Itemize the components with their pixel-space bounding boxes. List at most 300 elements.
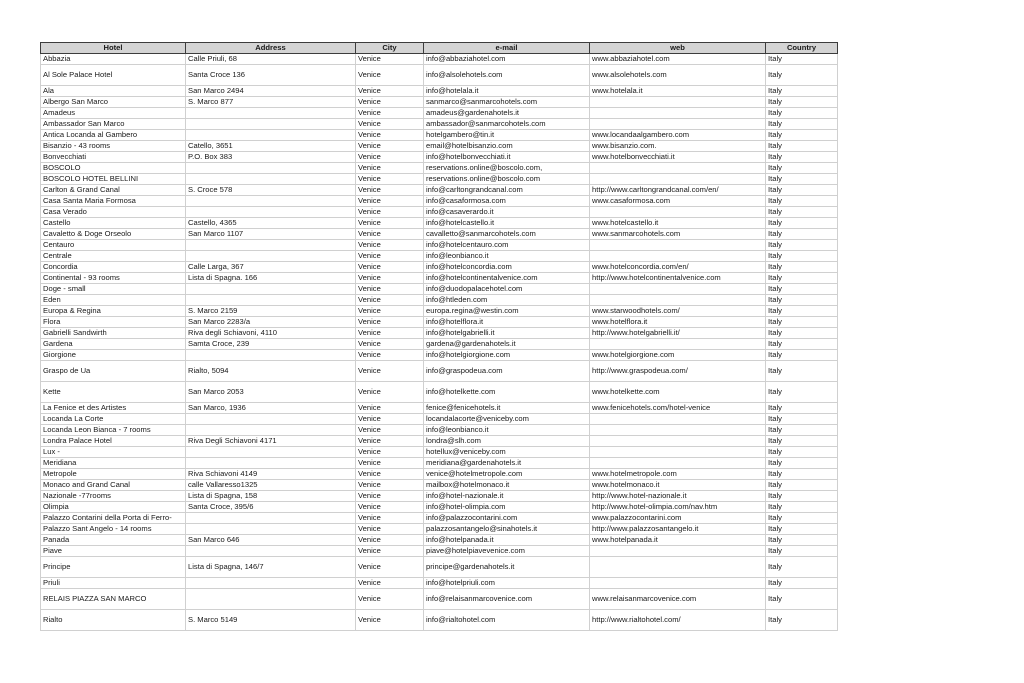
hotel-cell[interactable]: BOSCOLO: [41, 163, 186, 174]
country-cell[interactable]: Italy: [766, 295, 838, 306]
address-cell[interactable]: [186, 196, 356, 207]
city-cell[interactable]: Venice: [356, 480, 424, 491]
address-cell[interactable]: [186, 108, 356, 119]
hotel-cell[interactable]: Olimpia: [41, 502, 186, 513]
email-cell[interactable]: principe@gardenahotels.it: [424, 557, 590, 578]
hotel-cell[interactable]: Monaco and Grand Canal: [41, 480, 186, 491]
city-cell[interactable]: Venice: [356, 284, 424, 295]
web-cell[interactable]: www.palazzocontarini.com: [590, 513, 766, 524]
web-cell[interactable]: www.alsolehotels.com: [590, 65, 766, 86]
city-cell[interactable]: Venice: [356, 546, 424, 557]
city-cell[interactable]: Venice: [356, 130, 424, 141]
hotel-cell[interactable]: Continental - 93 rooms: [41, 273, 186, 284]
address-cell[interactable]: San Marco 2283/a: [186, 317, 356, 328]
header-row: [41, 43, 838, 54]
web-cell[interactable]: www.sanmarcohotels.com: [590, 229, 766, 240]
address-cell[interactable]: San Marco 646: [186, 535, 356, 546]
hotel-cell[interactable]: Palazzo Sant Angelo - 14 rooms: [41, 524, 186, 535]
city-cell[interactable]: Venice: [356, 328, 424, 339]
email-cell[interactable]: info@hotelpanada.it: [424, 535, 590, 546]
email-cell[interactable]: info@hotelbonvecchiati.it: [424, 152, 590, 163]
web-cell[interactable]: [590, 557, 766, 578]
email-cell[interactable]: locandalacorte@veniceby.com: [424, 414, 590, 425]
web-cell[interactable]: http://www.hotel-nazionale.it: [590, 491, 766, 502]
country-cell[interactable]: Italy: [766, 546, 838, 557]
table-row: [41, 350, 838, 361]
email-cell[interactable]: info@hotel-olimpia.com: [424, 502, 590, 513]
address-cell[interactable]: [186, 589, 356, 610]
hotel-cell[interactable]: Lux -: [41, 447, 186, 458]
hotel-cell[interactable]: Bonvecchiati: [41, 152, 186, 163]
country-cell[interactable]: Italy: [766, 141, 838, 152]
address-cell[interactable]: [186, 513, 356, 524]
web-cell[interactable]: [590, 546, 766, 557]
web-cell[interactable]: [590, 119, 766, 130]
country-cell[interactable]: Italy: [766, 317, 838, 328]
address-cell[interactable]: Riva degli Schiavoni, 4110: [186, 328, 356, 339]
address-cell[interactable]: Catello, 3651: [186, 141, 356, 152]
web-cell[interactable]: www.hotelala.it: [590, 86, 766, 97]
web-cell[interactable]: www.hotelconcordia.com/en/: [590, 262, 766, 273]
address-cell[interactable]: [186, 458, 356, 469]
table-row: [41, 108, 838, 119]
city-cell[interactable]: Venice: [356, 295, 424, 306]
web-cell[interactable]: www.hotelmetropole.com: [590, 469, 766, 480]
address-cell[interactable]: Santa Croce 136: [186, 65, 356, 86]
web-cell[interactable]: www.locandaalgambero.com: [590, 130, 766, 141]
city-cell[interactable]: Venice: [356, 610, 424, 631]
hotel-cell[interactable]: Casa Verado: [41, 207, 186, 218]
web-cell[interactable]: www.starwoodhotels.com/: [590, 306, 766, 317]
country-cell[interactable]: Italy: [766, 480, 838, 491]
address-cell[interactable]: Lista di Spagna. 166: [186, 273, 356, 284]
city-cell[interactable]: Venice: [356, 65, 424, 86]
city-cell[interactable]: Venice: [356, 339, 424, 350]
country-cell[interactable]: Italy: [766, 251, 838, 262]
country-cell[interactable]: Italy: [766, 589, 838, 610]
email-cell[interactable]: info@hotelflora.it: [424, 317, 590, 328]
address-cell[interactable]: [186, 284, 356, 295]
city-cell[interactable]: Venice: [356, 273, 424, 284]
hotel-cell[interactable]: Amadeus: [41, 108, 186, 119]
table-body: [41, 54, 838, 631]
address-cell[interactable]: [186, 240, 356, 251]
country-cell[interactable]: Italy: [766, 425, 838, 436]
web-cell[interactable]: [590, 284, 766, 295]
email-cell[interactable]: info@hotelkette.com: [424, 382, 590, 403]
web-cell[interactable]: [590, 458, 766, 469]
country-cell[interactable]: Italy: [766, 557, 838, 578]
address-cell[interactable]: Lista di Spagna, 158: [186, 491, 356, 502]
email-cell[interactable]: mailbox@hotelmonaco.it: [424, 480, 590, 491]
email-cell[interactable]: piave@hotelpiavevenice.com: [424, 546, 590, 557]
address-cell[interactable]: Rialto, 5094: [186, 361, 356, 382]
address-cell[interactable]: calle Vallaresso1325: [186, 480, 356, 491]
web-cell[interactable]: http://www.hotel-olimpia.com/nav.htm: [590, 502, 766, 513]
web-cell[interactable]: www.hotelmonaco.it: [590, 480, 766, 491]
country-cell[interactable]: Italy: [766, 284, 838, 295]
country-cell[interactable]: Italy: [766, 196, 838, 207]
city-cell[interactable]: Venice: [356, 262, 424, 273]
address-cell[interactable]: [186, 524, 356, 535]
web-cell[interactable]: [590, 108, 766, 119]
city-cell[interactable]: Venice: [356, 458, 424, 469]
table-row: [41, 86, 838, 97]
country-cell[interactable]: Italy: [766, 458, 838, 469]
email-cell[interactable]: info@carltongrandcanal.com: [424, 185, 590, 196]
address-cell[interactable]: [186, 425, 356, 436]
address-cell[interactable]: [186, 174, 356, 185]
email-cell[interactable]: info@leonbianco.it: [424, 425, 590, 436]
email-cell[interactable]: ambassador@sanmarcohotels.com: [424, 119, 590, 130]
hotel-cell[interactable]: Locanda Leon Bianca - 7 rooms: [41, 425, 186, 436]
city-cell[interactable]: Venice: [356, 578, 424, 589]
country-cell[interactable]: Italy: [766, 306, 838, 317]
country-cell[interactable]: Italy: [766, 240, 838, 251]
email-cell[interactable]: info@hotelala.it: [424, 86, 590, 97]
table-row: [41, 339, 838, 350]
address-cell[interactable]: [186, 414, 356, 425]
email-cell[interactable]: info@hotelcontinentalvenice.com: [424, 273, 590, 284]
hotel-cell[interactable]: Kette: [41, 382, 186, 403]
web-cell[interactable]: [590, 163, 766, 174]
address-cell[interactable]: S. Marco 877: [186, 97, 356, 108]
city-cell[interactable]: Venice: [356, 403, 424, 414]
email-cell[interactable]: info@hotel-nazionale.it: [424, 491, 590, 502]
email-cell[interactable]: info@hotelcentauro.com: [424, 240, 590, 251]
address-cell[interactable]: [186, 447, 356, 458]
city-cell[interactable]: Venice: [356, 502, 424, 513]
city-cell[interactable]: Venice: [356, 524, 424, 535]
hotel-cell[interactable]: Bisanzio - 43 rooms: [41, 141, 186, 152]
email-cell[interactable]: reservations.online@boscolo.com,: [424, 163, 590, 174]
email-cell[interactable]: londra@slh.com: [424, 436, 590, 447]
city-cell[interactable]: Venice: [356, 163, 424, 174]
email-cell[interactable]: hotelgambero@tin.it: [424, 130, 590, 141]
email-cell[interactable]: venice@hotelmetropole.com: [424, 469, 590, 480]
city-cell[interactable]: Venice: [356, 229, 424, 240]
address-cell[interactable]: Riva Degli Schiavoni 4171: [186, 436, 356, 447]
city-cell[interactable]: Venice: [356, 251, 424, 262]
city-cell[interactable]: Venice: [356, 141, 424, 152]
address-cell[interactable]: [186, 119, 356, 130]
email-cell[interactable]: cavalletto@sanmarcohotels.com: [424, 229, 590, 240]
hotel-cell[interactable]: Graspo de Ua: [41, 361, 186, 382]
address-cell[interactable]: Samta Croce, 239: [186, 339, 356, 350]
address-cell[interactable]: Castello, 4365: [186, 218, 356, 229]
web-cell[interactable]: [590, 174, 766, 185]
address-cell[interactable]: [186, 207, 356, 218]
address-cell[interactable]: San Marco 1107: [186, 229, 356, 240]
country-cell[interactable]: Italy: [766, 403, 838, 414]
city-cell[interactable]: Venice: [356, 513, 424, 524]
city-cell[interactable]: Venice: [356, 97, 424, 108]
country-cell[interactable]: Italy: [766, 108, 838, 119]
email-cell[interactable]: info@casaverardo.it: [424, 207, 590, 218]
address-cell[interactable]: [186, 295, 356, 306]
city-cell[interactable]: Venice: [356, 240, 424, 251]
country-cell[interactable]: Italy: [766, 273, 838, 284]
country-cell[interactable]: Italy: [766, 328, 838, 339]
web-cell[interactable]: www.hotelpanada.it: [590, 535, 766, 546]
city-cell[interactable]: Venice: [356, 54, 424, 65]
email-cell[interactable]: info@hotelconcordia.com: [424, 262, 590, 273]
web-cell[interactable]: [590, 436, 766, 447]
web-cell[interactable]: [590, 414, 766, 425]
country-cell[interactable]: Italy: [766, 610, 838, 631]
country-cell[interactable]: Italy: [766, 97, 838, 108]
table-row: [41, 546, 838, 557]
hotel-cell[interactable]: Abbazia: [41, 54, 186, 65]
web-cell[interactable]: [590, 207, 766, 218]
hotel-cell[interactable]: Ala: [41, 86, 186, 97]
address-cell[interactable]: San Marco, 1936: [186, 403, 356, 414]
email-cell[interactable]: info@duodopalacehotel.com: [424, 284, 590, 295]
web-cell[interactable]: www.relaisanmarcovenice.com: [590, 589, 766, 610]
city-cell[interactable]: Venice: [356, 174, 424, 185]
country-cell[interactable]: Italy: [766, 491, 838, 502]
hotel-cell[interactable]: Nazionale -77rooms: [41, 491, 186, 502]
email-cell[interactable]: hotellux@veniceby.com: [424, 447, 590, 458]
table-row: [41, 480, 838, 491]
country-cell[interactable]: Italy: [766, 414, 838, 425]
table-row: [41, 196, 838, 207]
city-cell[interactable]: Venice: [356, 382, 424, 403]
hotel-cell[interactable]: Centauro: [41, 240, 186, 251]
web-cell[interactable]: http://www.hotelcontinentalvenice.com: [590, 273, 766, 284]
email-cell[interactable]: fenice@fenicehotels.it: [424, 403, 590, 414]
country-cell[interactable]: Italy: [766, 502, 838, 513]
hotel-cell[interactable]: Cavaletto & Doge Orseolo: [41, 229, 186, 240]
email-cell[interactable]: info@palazzocontarini.com: [424, 513, 590, 524]
country-cell[interactable]: Italy: [766, 86, 838, 97]
table-row: [41, 578, 838, 589]
hotel-cell[interactable]: BOSCOLO HOTEL BELLINI: [41, 174, 186, 185]
hotel-cell[interactable]: Gardena: [41, 339, 186, 350]
web-cell[interactable]: [590, 295, 766, 306]
address-cell[interactable]: San Marco 2053: [186, 382, 356, 403]
email-cell[interactable]: reservations.online@boscolo.com: [424, 174, 590, 185]
table-row: [41, 557, 838, 578]
email-cell[interactable]: info@htleden.com: [424, 295, 590, 306]
web-cell[interactable]: www.fenicehotels.com/hotel-venice: [590, 403, 766, 414]
address-cell[interactable]: P.O. Box 383: [186, 152, 356, 163]
hotel-cell[interactable]: Gabrielli Sandwirth: [41, 328, 186, 339]
hotel-cell[interactable]: Metropole: [41, 469, 186, 480]
country-cell[interactable]: Italy: [766, 174, 838, 185]
web-cell[interactable]: www.hotelkette.com: [590, 382, 766, 403]
city-cell[interactable]: Venice: [356, 207, 424, 218]
web-cell[interactable]: [590, 251, 766, 262]
address-cell[interactable]: [186, 251, 356, 262]
country-cell[interactable]: Italy: [766, 229, 838, 240]
country-cell[interactable]: Italy: [766, 185, 838, 196]
country-cell[interactable]: Italy: [766, 361, 838, 382]
web-cell[interactable]: [590, 97, 766, 108]
email-cell[interactable]: info@graspodeua.com: [424, 361, 590, 382]
country-cell[interactable]: Italy: [766, 578, 838, 589]
country-cell[interactable]: Italy: [766, 54, 838, 65]
city-cell[interactable]: Venice: [356, 196, 424, 207]
header-address: Address: [186, 43, 356, 54]
email-cell[interactable]: email@hotelbisanzio.com: [424, 141, 590, 152]
web-cell[interactable]: www.bisanzio.com.: [590, 141, 766, 152]
hotel-cell[interactable]: Flora: [41, 317, 186, 328]
table-row: [41, 273, 838, 284]
hotel-cell[interactable]: Ambassador San Marco: [41, 119, 186, 130]
country-cell[interactable]: Italy: [766, 524, 838, 535]
country-cell[interactable]: Italy: [766, 218, 838, 229]
country-cell[interactable]: Italy: [766, 65, 838, 86]
country-cell[interactable]: Italy: [766, 152, 838, 163]
city-cell[interactable]: Venice: [356, 317, 424, 328]
country-cell[interactable]: Italy: [766, 513, 838, 524]
web-cell[interactable]: http://www.hotelgabrielli.it/: [590, 328, 766, 339]
country-cell[interactable]: Italy: [766, 339, 838, 350]
hotel-cell[interactable]: RELAIS PIAZZA SAN MARCO: [41, 589, 186, 610]
hotel-cell[interactable]: Antica Locanda al Gambero: [41, 130, 186, 141]
web-cell[interactable]: www.casaformosa.com: [590, 196, 766, 207]
email-cell[interactable]: info@casaformosa.com: [424, 196, 590, 207]
email-cell[interactable]: meridiana@gardenahotels.it: [424, 458, 590, 469]
table-row: [41, 65, 838, 86]
web-cell[interactable]: www.hotelgiorgione.com: [590, 350, 766, 361]
web-cell[interactable]: [590, 447, 766, 458]
address-cell[interactable]: S. Marco 2159: [186, 306, 356, 317]
hotel-cell[interactable]: Priuli: [41, 578, 186, 589]
web-cell[interactable]: www.hotelcastello.it: [590, 218, 766, 229]
email-cell[interactable]: info@hotelgiorgione.com: [424, 350, 590, 361]
web-cell[interactable]: www.hotelflora.it: [590, 317, 766, 328]
email-cell[interactable]: amadeus@gardenahotels.it: [424, 108, 590, 119]
hotel-cell[interactable]: Panada: [41, 535, 186, 546]
web-cell[interactable]: [590, 339, 766, 350]
hotel-cell[interactable]: Rialto: [41, 610, 186, 631]
city-cell[interactable]: Venice: [356, 436, 424, 447]
country-cell[interactable]: Italy: [766, 119, 838, 130]
table-row: [41, 361, 838, 382]
country-cell[interactable]: Italy: [766, 262, 838, 273]
hotel-cell[interactable]: Europa & Regina: [41, 306, 186, 317]
email-cell[interactable]: info@hotelgabrielli.it: [424, 328, 590, 339]
email-cell[interactable]: info@hotelpriuli.com: [424, 578, 590, 589]
city-cell[interactable]: Venice: [356, 86, 424, 97]
city-cell[interactable]: Venice: [356, 185, 424, 196]
hotel-cell[interactable]: Locanda La Corte: [41, 414, 186, 425]
table-row: [41, 174, 838, 185]
city-cell[interactable]: Venice: [356, 350, 424, 361]
country-cell[interactable]: Italy: [766, 382, 838, 403]
hotel-cell[interactable]: Casa Santa Maria Formosa: [41, 196, 186, 207]
hotel-cell[interactable]: Giorgione: [41, 350, 186, 361]
hotel-cell[interactable]: Doge - small: [41, 284, 186, 295]
web-cell[interactable]: http://www.palazzosantangelo.it: [590, 524, 766, 535]
web-cell[interactable]: http://www.carltongrandcanal.com/en/: [590, 185, 766, 196]
address-cell[interactable]: S. Marco 5149: [186, 610, 356, 631]
email-cell[interactable]: info@leonbianco.it: [424, 251, 590, 262]
address-cell[interactable]: [186, 130, 356, 141]
hotel-cell[interactable]: Londra Palace Hotel: [41, 436, 186, 447]
web-cell[interactable]: www.abbaziahotel.com: [590, 54, 766, 65]
hotel-cell[interactable]: Meridiana: [41, 458, 186, 469]
country-cell[interactable]: Italy: [766, 207, 838, 218]
address-cell[interactable]: San Marco 2494: [186, 86, 356, 97]
country-cell[interactable]: Italy: [766, 469, 838, 480]
country-cell[interactable]: Italy: [766, 447, 838, 458]
web-cell[interactable]: [590, 578, 766, 589]
hotel-cell[interactable]: Al Sole Palace Hotel: [41, 65, 186, 86]
city-cell[interactable]: Venice: [356, 447, 424, 458]
address-cell[interactable]: Santa Croce, 395/6: [186, 502, 356, 513]
hotel-cell[interactable]: La Fenice et des Artistes: [41, 403, 186, 414]
hotel-cell[interactable]: Carlton & Grand Canal: [41, 185, 186, 196]
city-cell[interactable]: Venice: [356, 491, 424, 502]
address-cell[interactable]: Riva Schiavoni 4149: [186, 469, 356, 480]
hotel-cell[interactable]: Centrale: [41, 251, 186, 262]
email-cell[interactable]: gardena@gardenahotels.it: [424, 339, 590, 350]
address-cell[interactable]: Calle Larga, 367: [186, 262, 356, 273]
hotel-cell[interactable]: Principe: [41, 557, 186, 578]
email-cell[interactable]: info@rialtohotel.com: [424, 610, 590, 631]
email-cell[interactable]: info@alsolehotels.com: [424, 65, 590, 86]
email-cell[interactable]: info@abbaziahotel.com: [424, 54, 590, 65]
web-cell[interactable]: http://www.rialtohotel.com/: [590, 610, 766, 631]
email-cell[interactable]: info@hotelcastello.it: [424, 218, 590, 229]
address-cell[interactable]: [186, 350, 356, 361]
country-cell[interactable]: Italy: [766, 163, 838, 174]
web-cell[interactable]: http://www.graspodeua.com/: [590, 361, 766, 382]
city-cell[interactable]: Venice: [356, 414, 424, 425]
address-cell[interactable]: S. Croce 578: [186, 185, 356, 196]
address-cell[interactable]: Lista di Spagna, 146/7: [186, 557, 356, 578]
city-cell[interactable]: Venice: [356, 589, 424, 610]
table-row: [41, 469, 838, 480]
hotel-cell[interactable]: Concordia: [41, 262, 186, 273]
city-cell[interactable]: Venice: [356, 535, 424, 546]
city-cell[interactable]: Venice: [356, 218, 424, 229]
city-cell[interactable]: Venice: [356, 361, 424, 382]
email-cell[interactable]: palazzosantangelo@sinahotels.it: [424, 524, 590, 535]
address-cell[interactable]: [186, 578, 356, 589]
hotel-cell[interactable]: Eden: [41, 295, 186, 306]
city-cell[interactable]: Venice: [356, 108, 424, 119]
address-cell[interactable]: Calle Priuli, 68: [186, 54, 356, 65]
city-cell[interactable]: Venice: [356, 119, 424, 130]
country-cell[interactable]: Italy: [766, 535, 838, 546]
address-cell[interactable]: [186, 546, 356, 557]
country-cell[interactable]: Italy: [766, 436, 838, 447]
hotel-cell[interactable]: Piave: [41, 546, 186, 557]
city-cell[interactable]: Venice: [356, 152, 424, 163]
city-cell[interactable]: Venice: [356, 469, 424, 480]
web-cell[interactable]: www.hotelbonvecchiati.it: [590, 152, 766, 163]
city-cell[interactable]: Venice: [356, 306, 424, 317]
hotel-cell[interactable]: Palazzo Contarini della Porta di Ferro-: [41, 513, 186, 524]
address-cell[interactable]: [186, 163, 356, 174]
web-cell[interactable]: [590, 425, 766, 436]
web-cell[interactable]: [590, 240, 766, 251]
country-cell[interactable]: Italy: [766, 350, 838, 361]
hotel-cell[interactable]: Albergo San Marco: [41, 97, 186, 108]
email-cell[interactable]: info@relaisanmarcovenice.com: [424, 589, 590, 610]
city-cell[interactable]: Venice: [356, 557, 424, 578]
country-cell[interactable]: Italy: [766, 130, 838, 141]
email-cell[interactable]: europa.regina@westin.com: [424, 306, 590, 317]
email-cell[interactable]: sanmarco@sanmarcohotels.com: [424, 97, 590, 108]
hotel-cell[interactable]: Castello: [41, 218, 186, 229]
city-cell[interactable]: Venice: [356, 425, 424, 436]
table-row: [41, 589, 838, 610]
